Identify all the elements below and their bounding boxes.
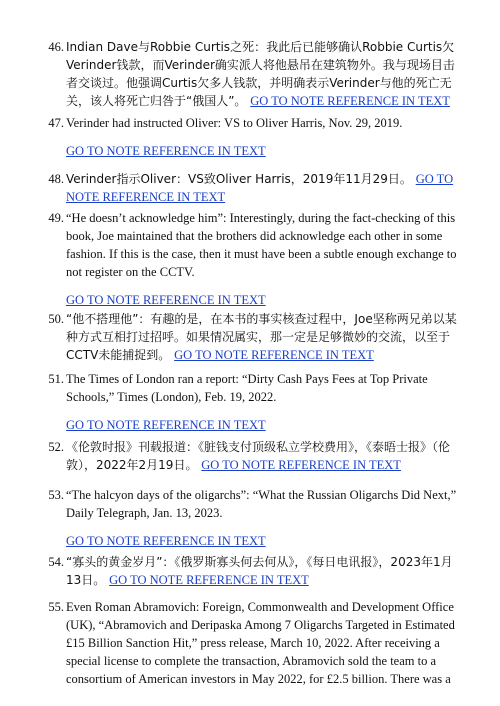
go-to-note-reference-link[interactable]: GO TO NOTE REFERENCE IN TEXT <box>66 172 454 204</box>
note-55 <box>44 598 464 688</box>
note-53 <box>44 486 464 550</box>
note-number: 51. <box>48 372 64 386</box>
go-to-note-reference-link[interactable]: GO TO NOTE REFERENCE IN TEXT <box>66 144 266 158</box>
note-52 <box>44 438 464 474</box>
note-text <box>66 38 464 110</box>
go-to-note-reference-link[interactable]: GO TO NOTE REFERENCE IN TEXT <box>201 458 401 472</box>
note-number: 47. <box>48 116 64 130</box>
note-number: 55. <box>48 600 64 614</box>
note-text <box>66 310 464 364</box>
go-to-note-reference-link[interactable]: GO TO NOTE REFERENCE IN TEXT <box>250 94 450 108</box>
note-text <box>66 438 464 474</box>
note-text: Verinder had instructed Oliver: VS to Oliver Harris, Nov. 29, 2019. <box>66 116 403 130</box>
note-54 <box>44 553 464 589</box>
go-to-note-reference-link[interactable]: GO TO NOTE REFERENCE IN TEXT <box>66 293 266 307</box>
note-number: 52. <box>48 440 64 454</box>
go-to-note-reference-link[interactable]: GO TO NOTE REFERENCE IN TEXT <box>66 534 266 548</box>
go-to-note-reference-link[interactable]: GO TO NOTE REFERENCE IN TEXT <box>174 348 374 362</box>
note-text: “He doesn’t acknowledge him”: Interestingly, during the fact-checking of this book, Joe maintained that the brothers did acknowledge each other in some fashion. If this is the case, then it must have been a subtle enough exchange to not register on the CCTV. <box>66 211 457 279</box>
go-to-note-reference-link[interactable]: GO TO NOTE REFERENCE IN TEXT <box>66 418 266 432</box>
note-text-content: Indian Dave与Robbie Curtis之死：我此后已能够确认Robbie Curtis欠Verinder钱款，而Verinder确实派人将他悬吊在建筑物外。我与现场目击者交谈过。他强调Curtis欠多人钱款，并明确表示Verinder与他的死亡无关，该人将死亡归咎于“俄国人”。 <box>66 40 455 108</box>
note-text-content: “他不搭理他”：有趣的是，在本书的事实核查过程中，Joe坚称两兄弟以某种方式互相打过招呼。如果情况属实，那一定是足够微妙的交流，以至于CCTV未能捕捉到。 <box>66 312 457 362</box>
note-49 <box>44 209 464 309</box>
note-text: The Times of London ran a report: “Dirty Cash Pays Fees at Top Private Schools,” Times (London), Feb. 19, 2022. <box>66 372 428 404</box>
note-text-content: 《伦敦时报》刊载报道：《脏钱支付顶级私立学校费用》，《泰晤士报》（伦敦），2022年2月19日。 <box>66 440 451 472</box>
note-number: 46. <box>48 40 64 54</box>
note-51 <box>44 370 464 434</box>
note-text-content: Verinder指示Oliver：VS致Oliver Harris，2019年11月29日。 <box>66 172 412 186</box>
note-50 <box>44 310 464 364</box>
note-text <box>66 170 464 206</box>
note-46 <box>44 38 464 110</box>
note-number: 49. <box>48 211 64 225</box>
note-text-content: “寡头的黄金岁月”：《俄罗斯寡头何去何从》，《每日电讯报》，2023年1月13日。 <box>66 555 453 587</box>
note-number: 48. <box>48 172 64 186</box>
note-number: 54. <box>48 555 64 569</box>
note-number: 53. <box>48 488 64 502</box>
note-number: 50. <box>48 312 64 326</box>
go-to-note-reference-link[interactable]: GO TO NOTE REFERENCE IN TEXT <box>109 573 309 587</box>
note-text: “The halcyon days of the oligarchs”: “What the Russian Oligarchs Did Next,” Daily Telegraph, Jan. 13, 2023. <box>66 488 457 520</box>
note-48 <box>44 170 464 206</box>
note-text: Even Roman Abramovich: Foreign, Commonwealth and Development Office (UK), “Abramovich and Deripaska Among 7 Oligarchs Targeted in Estimated £15 Billion Sanction Hit,” press release, March 10, 2022. After receiving a special license to complete the transaction, Abramovich sold the team to a consortium of American investors in May 2022, for £2.5 billion. There was a <box>66 600 455 686</box>
note-text <box>66 553 464 589</box>
note-47 <box>44 114 464 160</box>
